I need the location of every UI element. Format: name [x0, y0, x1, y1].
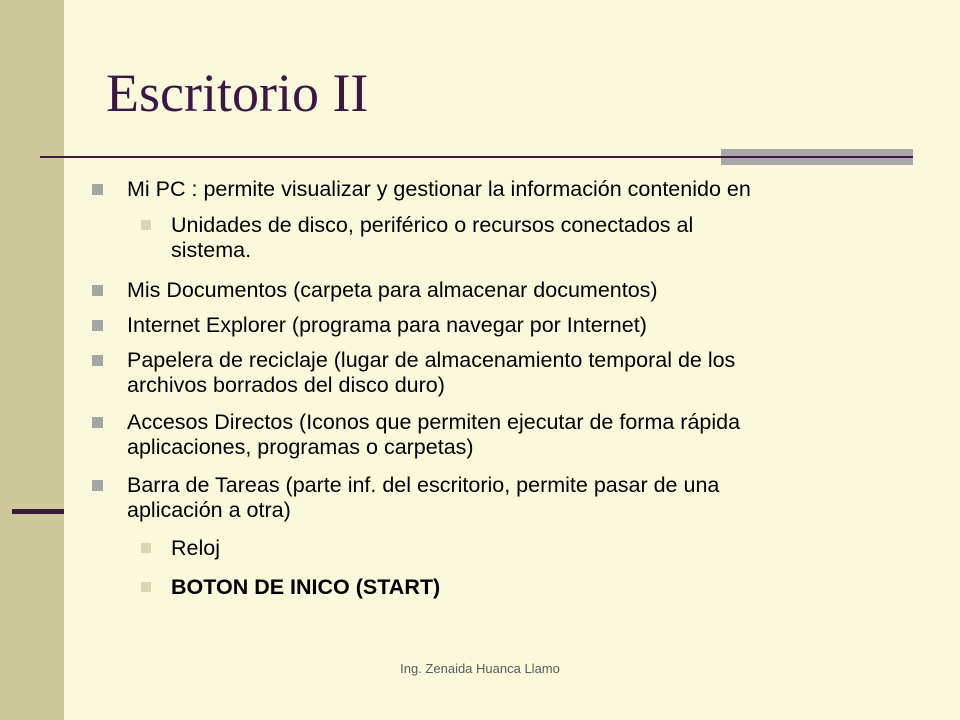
sub-bullet-square-icon [141, 543, 151, 553]
bullet-square-icon [92, 285, 103, 296]
bullet-line: Barra de Tareas (parte inf. del escritorio, permite pasar de una [127, 473, 720, 497]
title-divider-accent-bottom [721, 158, 913, 165]
sub-bullet-square-icon [141, 220, 151, 230]
sub-bullet-item-reloj [171, 536, 220, 561]
bullet-line: Papelera de reciclaje (lugar de almacenamiento temporal de los [127, 348, 736, 372]
bullet-square-icon [92, 417, 103, 428]
bullet-line: BOTON DE INICO (START) [171, 575, 441, 599]
sub-bullet-square-icon [141, 582, 151, 592]
bullet-square-icon [92, 355, 103, 366]
bullet-line: aplicaciones, programas o carpetas) [127, 435, 474, 459]
bullet-line: Internet Explorer (programa para navegar por Internet) [127, 313, 647, 337]
left-decorative-band [0, 0, 64, 720]
bullet-square-icon [92, 184, 103, 195]
bullet-item-papelera [127, 348, 735, 398]
bullet-item-mis-documentos [127, 278, 658, 303]
bullet-line: archivos borrados del disco duro) [127, 373, 445, 397]
sub-bullet-item-boton-inicio [171, 575, 440, 600]
bullet-square-icon [92, 480, 103, 491]
bullet-square-icon [92, 320, 103, 331]
bullet-line: Mi PC : permite visualizar y gestionar la información contenido en [127, 177, 751, 201]
slide-title: Escritorio II [106, 63, 369, 123]
bullet-line: Accesos Directos (Iconos que permiten ejecutar de forma rápida [127, 410, 741, 434]
bullet-line: aplicación a otra) [127, 498, 291, 522]
slide-footer: Ing. Zenaida Huanca Llamo [400, 661, 560, 676]
bullet-item-barra-de-tareas [127, 473, 719, 523]
bullet-item-internet-explorer [127, 313, 647, 338]
bullet-line: Reloj [171, 536, 220, 560]
bullet-item-mi-pc [127, 177, 751, 202]
sub-bullet-item-unidades [171, 213, 693, 263]
title-divider-accent-top [721, 149, 913, 156]
bullet-line: Mis Documentos (carpeta para almacenar documentos) [127, 278, 658, 302]
bullet-line: sistema. [171, 238, 252, 262]
bullet-item-accesos-directos [127, 410, 740, 460]
bullet-line: Unidades de disco, periférico o recursos conectados al [171, 213, 694, 237]
left-band-accent-line [12, 509, 64, 514]
